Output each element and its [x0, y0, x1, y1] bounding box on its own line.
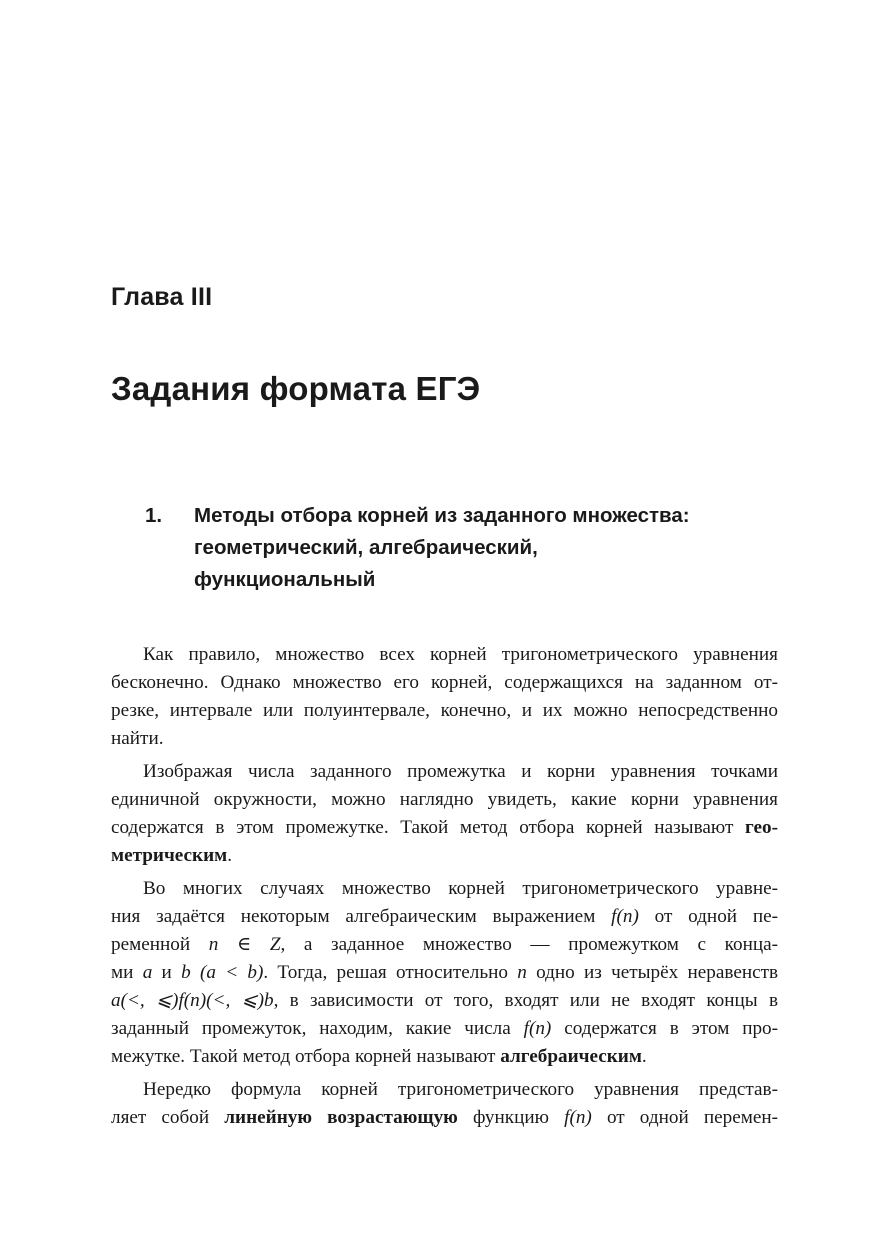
paragraph-1 — [111, 641, 778, 753]
math-symbol: ∈ — [236, 934, 252, 955]
text-line: единичной окружности, можно наглядно увидеть, какие корни уравнения — [111, 789, 778, 810]
text-line: Изображая числа заданного промежутка и корни уравнения точками — [143, 761, 778, 782]
text-line: резке, интервале или полуинтервале, конечно, и их можно непосредственно — [111, 700, 778, 721]
math-expression: n — [208, 934, 219, 955]
text-line: Во многих случаях множество корней тригонометрического уравне- — [143, 878, 778, 899]
math-expression: b — [181, 962, 191, 983]
text-span: , а заданное множество — промежутком с конца- — [280, 934, 779, 955]
bold-term: метрическим — [111, 845, 228, 866]
text-span: . — [227, 845, 233, 866]
math-expression: f(n) — [611, 906, 639, 927]
paragraph-2 — [111, 758, 778, 870]
section-title-line: Методы отбора корней из заданного множества: — [194, 504, 690, 527]
text-line — [111, 842, 778, 870]
math-expression: n — [517, 962, 527, 983]
math-expression: f(n) — [564, 1107, 592, 1128]
text-span: . Тогда, решая относительно — [263, 962, 508, 983]
text-line — [111, 1015, 778, 1043]
math-expression: Z — [269, 934, 281, 955]
section-heading — [145, 500, 785, 596]
text-line: Как правило, множество всех корней тригонометрического уравнения — [143, 644, 778, 665]
text-line — [111, 931, 778, 959]
text-span: ми — [111, 962, 134, 983]
text-line — [111, 903, 778, 931]
section-title-line: геометрический, алгебраический, — [194, 536, 538, 559]
text-span: заданный промежуток, находим, какие числа — [111, 1018, 511, 1039]
chapter-title: Задания формата ЕГЭ — [111, 370, 481, 407]
text-line — [111, 814, 778, 842]
text-line — [111, 1104, 778, 1132]
math-expression: (a < b) — [199, 962, 264, 983]
math-expression: f(n) — [523, 1018, 552, 1039]
section-number: 1. — [145, 504, 163, 527]
section-title-line: функциональный — [194, 568, 376, 591]
text-line — [111, 987, 778, 1015]
text-span: межутке. Такой метод отбора корней называют — [111, 1046, 496, 1067]
text-span: от одной пе- — [654, 906, 779, 927]
chapter-label: Глава III — [111, 283, 213, 311]
text-span: ния задаётся некоторым алгебраическим выражением — [111, 906, 596, 927]
math-expression: a — [142, 962, 153, 983]
body-text — [111, 641, 778, 1137]
text-line — [111, 1043, 778, 1071]
bold-term: линейную возрастающую — [224, 1107, 458, 1128]
text-span: функцию — [472, 1107, 549, 1128]
paragraph-3 — [111, 875, 778, 1071]
text-span: одно из четырёх неравенств — [536, 962, 779, 983]
math-expression: a(<, ⩽)f(n)(<, ⩽)b — [111, 990, 274, 1011]
paragraph-4 — [111, 1076, 778, 1132]
text-line — [111, 959, 778, 987]
text-span: от одной перемен- — [606, 1107, 779, 1128]
text-span: содержатся в этом промежутке. Такой метод отбора корней называют — [111, 817, 734, 838]
text-span: . — [641, 1046, 647, 1067]
text-line: бесконечно. Однако множество его корней, содержащихся на заданном от- — [111, 672, 778, 693]
text-line: найти. — [111, 728, 164, 749]
text-span: , в зависимости от того, входят или не входят концы в — [273, 990, 779, 1011]
text-span: содержатся в этом про- — [564, 1018, 779, 1039]
text-span: ляет собой — [111, 1107, 210, 1128]
bold-term: алгебраическим — [500, 1046, 642, 1067]
text-line: Нередко формула корней тригонометрического уравнения представ- — [143, 1079, 778, 1100]
text-span: ременной — [111, 934, 191, 955]
bold-term: гео- — [745, 817, 778, 838]
text-span: и — [161, 962, 172, 983]
